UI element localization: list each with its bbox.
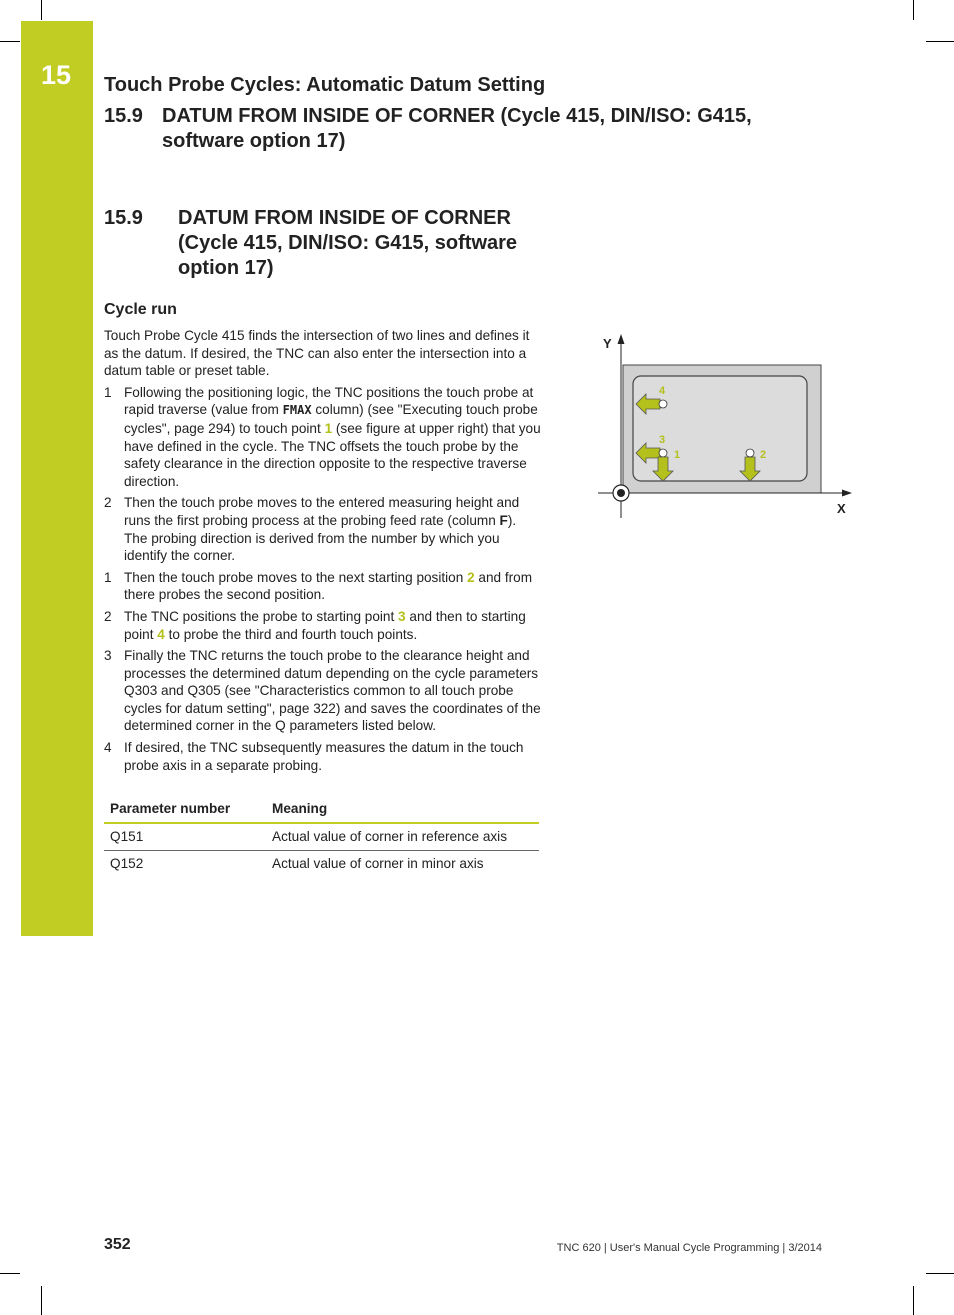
crop-mark [41, 0, 42, 20]
list-item [104, 384, 542, 491]
parameter-table [104, 798, 539, 876]
step-number: 1 [104, 569, 112, 585]
page-number: 352 [104, 1236, 131, 1253]
step-text: Finally the TNC returns the touch probe to the clearance height and processes the determined datum depending on the cycle parameters Q303 and Q305 (see "Characteristics common to all touch probe cycles for datum setting", page 322) and saves the coordinates of the determined corner in the Q parameters listed below. [124, 648, 541, 734]
running-header-section-number: 15.9 [104, 105, 143, 127]
step-text: The TNC positions the probe to starting point [124, 608, 399, 624]
running-header-section-title: DATUM FROM INSIDE OF CORNER (Cycle 415, DIN/ISO: G415, software option 17) [162, 105, 752, 152]
list-item [104, 608, 542, 643]
crop-mark [926, 1273, 954, 1274]
crop-mark [0, 41, 20, 42]
crop-mark [41, 1286, 42, 1315]
point-ref: 4 [157, 626, 165, 642]
section-heading [104, 206, 554, 281]
point-ref: 1 [324, 420, 333, 436]
step-text: Then the touch probe moves to the entered measuring height and runs the first probing process at the probing feed rate (column [124, 495, 520, 528]
table-cell: Actual value of corner in reference axis [266, 823, 539, 850]
touch-point-2-label: 2 [760, 449, 767, 461]
step-text: ). The probing direction is derived from the number by which you identify the corner. [124, 512, 517, 564]
step-text: and from there probes the second position. [124, 569, 533, 603]
step-text: column) (see "Executing touch probe cycles", page 294) to touch point [124, 402, 538, 436]
touch-point-2-icon [746, 449, 754, 457]
step-number: 3 [104, 648, 112, 664]
step-text: If desired, the TNC subsequently measures the datum in the touch probe axis in a separate probing. [124, 740, 524, 773]
step-number: 1 [104, 384, 112, 400]
touch-point-1-label: 1 [674, 449, 681, 461]
section-number: 15.9 [104, 207, 143, 229]
y-axis-arrow [618, 334, 625, 344]
list-item [104, 647, 542, 735]
step-text: to probe the third and fourth touch points. [164, 626, 418, 642]
page-footer: TNC 620 | User's Manual Cycle Programming | 3/2014 [556, 1242, 822, 1254]
point-ref: 2 [467, 569, 475, 585]
running-header-title: Touch Probe Cycles: Automatic Datum Setting [104, 74, 546, 96]
cycle-run-body [104, 327, 542, 778]
step-number: 2 [104, 495, 112, 511]
section-title: DATUM FROM INSIDE OF CORNER (Cycle 415, DIN/ISO: G415, software option 17) [178, 207, 518, 279]
x-axis-arrow [842, 490, 852, 497]
list-item [104, 739, 542, 774]
crop-mark [913, 1286, 914, 1315]
touch-point-4-icon [659, 400, 667, 408]
y-axis-label: Y [603, 336, 612, 351]
step-text: and then to starting point [124, 608, 526, 642]
cycle-run-heading: Cycle run [104, 301, 177, 318]
datum-symbol-core [617, 489, 625, 497]
step-text: Then the touch probe moves to the next starting position [124, 569, 468, 585]
step-text: (see figure at upper right) that you have defined in the cycle. The TNC offsets the touch probe by the safety clearance in the direction opposite to the respective traverse direction. [124, 420, 541, 489]
touch-point-3-label: 3 [659, 434, 666, 446]
chapter-sidebar [21, 21, 93, 936]
column-f: F [499, 512, 508, 528]
crop-mark [913, 0, 914, 20]
list-item [104, 494, 542, 564]
table-cell: Q152 [110, 855, 144, 871]
code-fmax: FMAX [282, 403, 312, 418]
table-row [104, 850, 539, 876]
table-header-cell: Parameter number [104, 798, 266, 823]
table-cell: Actual value of corner in minor axis [272, 855, 484, 871]
crop-mark [926, 41, 954, 42]
crop-mark [0, 1273, 20, 1274]
touch-point-3-icon [659, 449, 667, 457]
table-header-cell: Meaning [266, 798, 539, 823]
table-cell: Q151 [104, 823, 266, 850]
running-header-section [104, 104, 804, 154]
touch-point-4-label: 4 [659, 385, 666, 397]
chapter-number: 15 [40, 60, 72, 90]
step-number: 4 [104, 740, 112, 756]
intro-paragraph: Touch Probe Cycle 415 finds the intersection of two lines and defines it as the datum. If desired, the TNC can also enter the intersection into a datum table or preset table. [104, 328, 530, 379]
step-text: Following the positioning logic, the TNC positions the touch probe at rapid traverse (value from [124, 384, 534, 418]
point-ref: 3 [398, 608, 406, 624]
table-row [104, 823, 539, 850]
list-item [104, 569, 542, 604]
x-axis-label: X [837, 501, 846, 516]
corner-probing-figure [590, 330, 860, 520]
table-header-row [104, 798, 539, 823]
step-number: 2 [104, 608, 112, 624]
